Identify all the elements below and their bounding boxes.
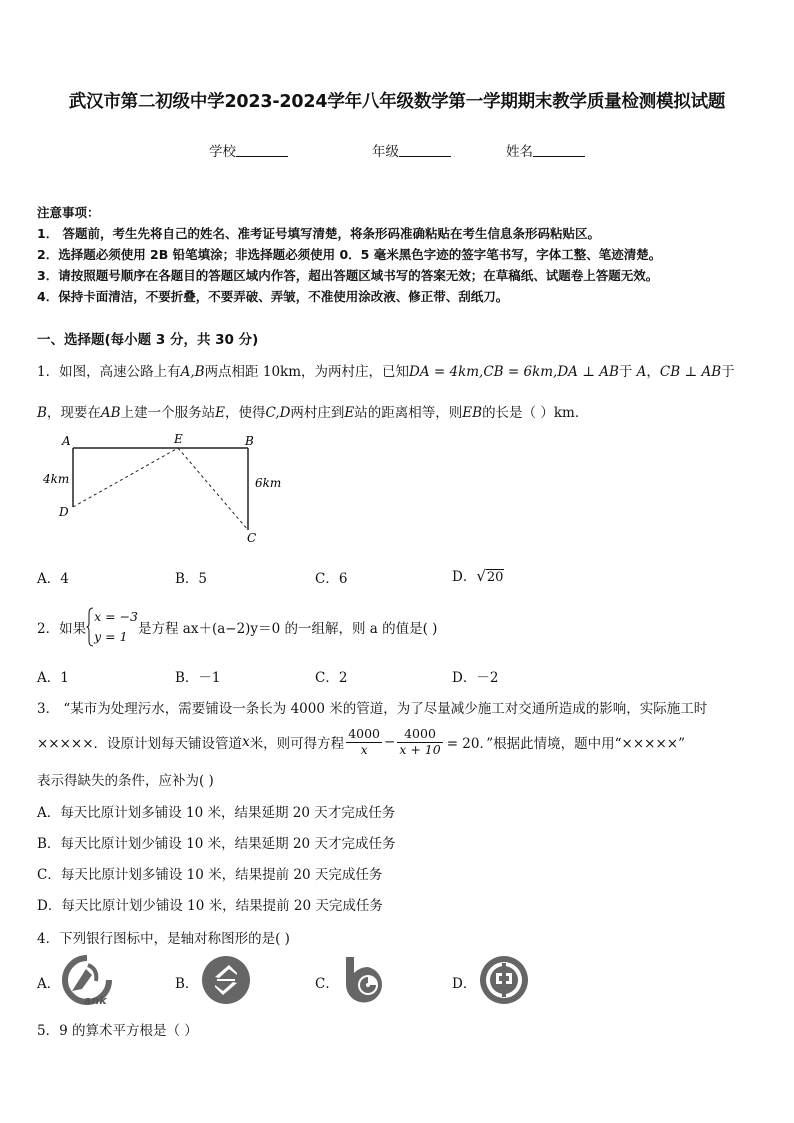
q1-math: AB [100,405,121,421]
label-6km: 6km [255,476,282,490]
q2-option-a: A．1 [37,670,69,686]
grade-label: 年级 [372,144,399,160]
q1-text: ，使得 [224,405,266,421]
q1-text: 两村庄到 [290,405,345,421]
segment-de [73,448,178,507]
label-b: B [245,434,254,448]
label-4km: 4km [43,472,70,486]
q4-option-b: B． [175,976,199,992]
q2-eq2: y = 1 [94,629,128,644]
logo-a-text: ank [84,994,107,1005]
q4-option-c: C． [315,976,339,992]
school-blank [236,144,288,157]
q2-system-lines [94,607,138,647]
q3-option-b: B．每天比原计划少铺设 10 米，结果延期 20 天才完成任务 [37,836,396,852]
q3-frac1-den: x [360,741,368,757]
sqrt-icon: √ [476,567,486,585]
q3-frac2-den: x + 10 [399,741,441,757]
q2-option-c: C．2 [315,670,348,686]
q1-text: 于 [618,364,633,380]
q1-math: DA = 4km,CB = 6km,DA ⊥ AB [409,364,619,380]
note-item: 4．保持卡面清洁，不要折叠，不要弄破、弄皱，不准使用涂改液、修正带、刮纸刀。 [37,289,509,304]
q5-stem: 5．9 的算术平方根是（ ） [37,1023,198,1039]
q1-option-b: B．5 [175,571,208,587]
bank-b-logo [201,955,251,1005]
bank-d-logo [479,955,529,1005]
name-field [506,140,585,160]
q3-text: = 20．”根据此情境，题中用“×××××” [446,736,685,752]
school-field [209,140,288,160]
q1-math: CB ⊥ AB [659,364,722,380]
q2-suffix: 是方程 ax＋(a−2)y＝0 的一组解，则 a 的值是( ) [138,621,438,637]
q4-option-d: D． [452,976,477,992]
q1-text: ，现要在 [46,405,101,421]
q4-stem: 4．下列银行图标中，是轴对称图形的是( ) [37,931,290,947]
q3-minus: − [384,734,396,750]
q3-math: x [242,734,250,750]
q1-text: 站的距离相等，则 [354,405,463,421]
label-d: D [59,505,69,519]
q3-text: 米，则可得方程 [249,736,345,752]
bank-c-logo [340,955,390,1005]
q3-frac1-num: 4000 [348,726,380,742]
q3-line2 [37,721,685,763]
q1-math: EB [462,405,483,421]
q1-text: 于 [721,364,735,380]
q1-math: A [636,364,647,380]
label-c: C [247,531,257,545]
q1-math: B [37,405,47,421]
school-label: 学校 [209,144,236,160]
q3-option-a: A．每天比原计划多铺设 10 米，结果延期 20 天才完成任务 [37,805,396,821]
label-e: E [174,432,183,446]
bank-a-logo [62,955,112,1005]
label-a: A [62,434,71,448]
notes-heading: 注意事项： [37,205,100,220]
q1-text: 1．如图，高速公路上有 [37,364,181,380]
q1-text: ， [646,364,660,380]
q1-option-c: C．6 [315,571,348,587]
q1-line1 [37,360,735,380]
q1-text: 两点相距 10km，为两村庄，已知 [204,364,410,380]
name-blank [533,144,585,157]
q3-text: ×××××．设原计划每天铺设管道 [37,736,243,752]
q2-system [86,607,138,647]
q1-option-d-value: 20 [486,570,504,585]
brace-icon [86,607,94,647]
q3-line1: 3． “某市为处理污水，需要铺设一条长为 4000 米的管道，为了尽量减少施工对交通所造成的影响，实际施工时 [37,701,708,717]
q3-fraction-1 [346,727,382,757]
note-item: 3．请按照题号顺序在各题目的答题区域内作答，超出答题区域书写的答案无效；在草稿纸、试题卷上答题无效。 [37,268,659,283]
segment-ec [178,448,248,530]
q1-text: 的长是（ ）km． [482,405,589,421]
q1-figure [36,430,296,548]
q3-option-c: C．每天比原计划多铺设 10 米，结果提前 20 天完成任务 [37,867,383,883]
q1-text: 上建一个服务站 [120,405,216,421]
q2-option-d: D．－2 [452,670,499,686]
q2-prefix: 2．如果 [37,621,87,637]
name-label: 姓名 [506,144,533,160]
page-title: 武汉市第二初级中学2023-2024学年八年级数学第一学期期末教学质量检测模拟试题 [68,92,726,112]
note-item: 2．选择题必须使用 2B 铅笔填涂；非选择题必须使用 0．5 毫米黑色字迹的签字笔书写，字体工整、笔迹清楚。 [37,247,662,262]
q1-line2 [37,401,588,421]
q2-stem [37,607,437,647]
q4-option-a: A． [37,976,61,992]
section-title: 一、选择题(每小题 3 分，共 30 分) [37,332,259,348]
q3-fraction-2 [397,727,442,757]
q2-eq1: x = −3 [94,609,138,624]
q1-option-a: A．4 [37,571,69,587]
q2-option-b: B．－1 [175,670,221,686]
q1-math: C,D [265,405,291,421]
q3-option-d: D．每天比原计划少铺设 10 米，结果提前 20 天完成任务 [37,898,383,914]
note-item: 1． 答题前，考生先将自己的姓名、准考证号填写清楚，将条形码准确粘贴在考生信息条形码粘贴区。 [37,226,601,241]
q1-math: E [344,405,355,421]
grade-blank [399,144,451,157]
q3-line3: 表示得缺失的条件，应补为( ) [37,773,214,789]
q1-math: E [215,405,225,421]
q1-math: A,B [180,364,205,380]
grade-field [372,140,451,160]
q1-option-d-prefix: D． [452,569,477,585]
q3-frac2-num: 4000 [397,727,442,742]
q1-option-d [452,565,504,585]
